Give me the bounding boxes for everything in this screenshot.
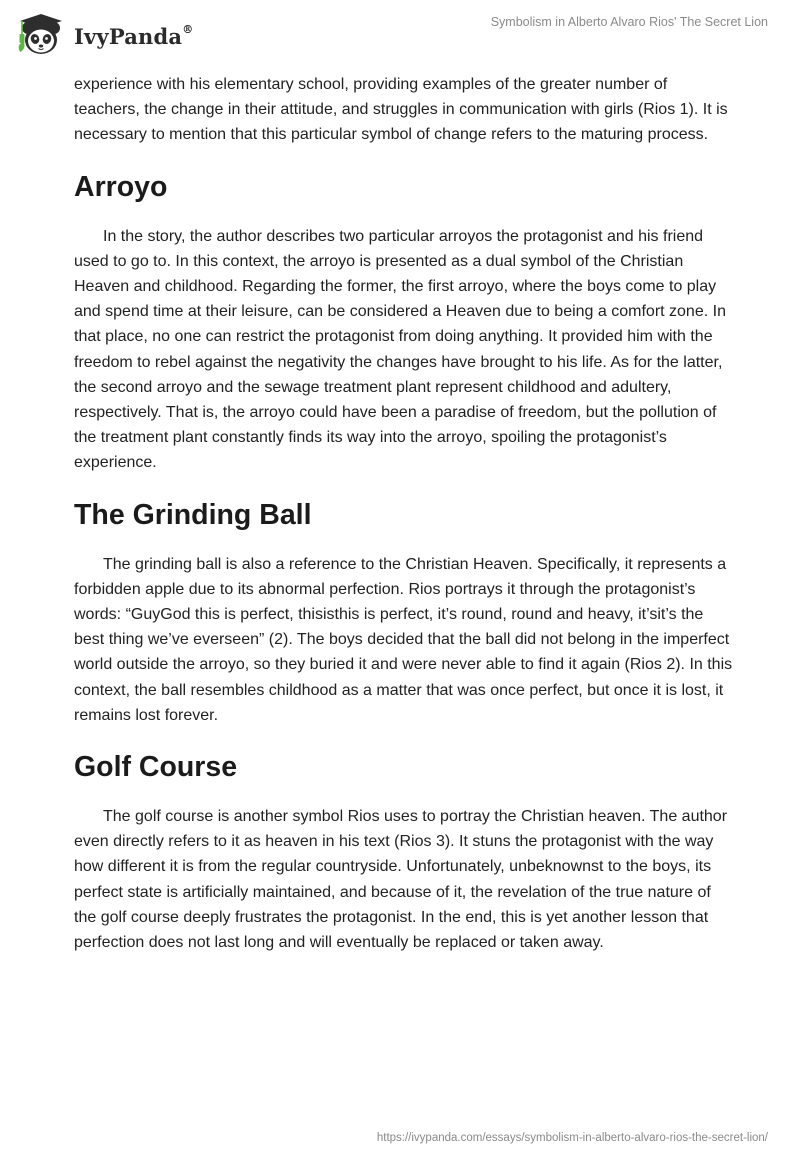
section-paragraph-arroyo: In the story, the author describes two particular arroyos the protagonist and his friend used to go to. In this context, the arroyo is presented as a dual symbol of the Christian Heaven and childhood. Regarding the former, the first arroyo, where the boys come to play and spend time at their leisure, can be considered a Heaven due to being a comfort zone. In that place, no one can restrict the protagonist from doing anything. It provided him with the freedom to rebel against the negativity the changes have brought to his life. As for the latter, the second arroyo and the sewage treatment plant represent childhood and adultery, respectively. That is, the arroyo could have been a paradise of freedom, but the pollution of the treatment plant constantly finds its way into the arroyo, spoiling the protagonist’s experience. [74, 227, 726, 472]
brand-text: IvyPanda [74, 23, 183, 49]
brand-name [74, 24, 193, 49]
source-url[interactable]: https://ivypanda.com/essays/symbolism-in-alberto-alvaro-rios-the-secret-lion/ [376, 1132, 768, 1144]
panda-graduation-cap-icon [14, 8, 70, 60]
section-heading-golf-course: Golf Course [74, 751, 238, 784]
essay-body [74, 72, 734, 955]
section-paragraph-golf-course: The golf course is another symbol Rios uses to portray the Christian heaven. The author even directly refers to it as heaven in his text (Rios 3). It stuns the protagonist with the way how different it is from the regular countryside. Unfortunately, unbeknownst to the boys, its perfect state is artificially maintained, and because of it, the revelation of the true nature of the golf course deeply frustrates the protagonist. In the end, this is yet another lesson that perfection does not last long and will eventually be replaced or taken away. [74, 808, 728, 952]
page-header [0, 0, 800, 70]
section-heading-grinding-ball: The Grinding Ball [74, 498, 312, 531]
document-title: Symbolism in Alberto Alvaro Rios' The Secret Lion [490, 15, 768, 29]
registered-mark: ® [182, 22, 194, 36]
ivypanda-logo[interactable] [14, 8, 193, 60]
section-paragraph-grinding-ball: The grinding ball is also a reference to the Christian Heaven. Specifically, it represents a forbidden apple due to its abnormal perfection. Rios portrays it through the protagonist’s words: “GuyGod this is perfect, thisisthis is perfect, it’s round, round and heavy, it’sit’s the best thing we’ve everseen” (2). The boys decided that the ball did not belong in the imperfect world outside the arroyo, so they buried it and were never able to find it again (Rios 2). In this context, the ball resembles childhood as a matter that was once perfect, but once it is lost, it remains lost forever. [74, 555, 733, 724]
section-heading-arroyo: Arroyo [74, 170, 168, 203]
intro-paragraph: experience with his elementary school, providing examples of the greater number of teachers, the change in their attitude, and struggles in communication with girls (Rios 1). It is necessary to mention that this particular symbol of change refers to the maturing process. [74, 76, 728, 144]
